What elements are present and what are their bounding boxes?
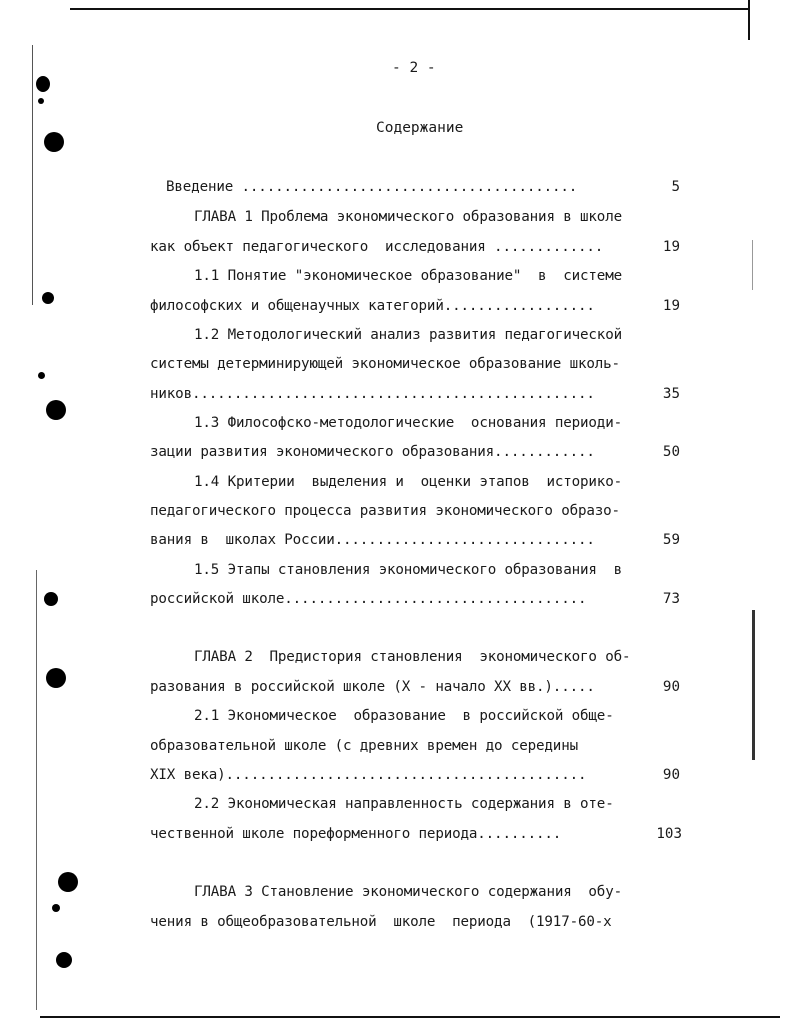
punch-hole <box>56 952 72 968</box>
punch-hole <box>46 400 66 420</box>
right-scan-edge <box>748 0 750 40</box>
left-scan-edge-lower <box>36 570 37 1010</box>
toc-line: 1.3 Философско-методологические основания периоди- <box>194 415 622 431</box>
toc-page: 90 <box>662 767 680 783</box>
toc-page: 5 <box>671 179 680 195</box>
toc-line: российской школе.................................... <box>150 591 587 607</box>
toc-page: 90 <box>662 679 680 695</box>
toc-line: педагогического процесса развития экономического образо- <box>150 503 620 519</box>
punch-hole <box>42 292 54 304</box>
punch-hole <box>44 132 64 152</box>
toc-line: системы детерминирующей экономическое образование школь- <box>150 356 620 372</box>
toc-line: Введение ........................................ <box>166 179 578 195</box>
toc-line: 1.2 Методологический анализ развития педагогической <box>194 327 622 343</box>
toc-line: разования в российской школе (X - начало XX вв.)..... <box>150 679 595 695</box>
toc-line: XIX века)........................................... <box>150 767 587 783</box>
top-scan-edge <box>70 8 750 10</box>
toc-page: 35 <box>662 386 680 402</box>
toc-line: ников................................................ <box>150 386 595 402</box>
punch-hole <box>58 872 78 892</box>
toc-line: 1.4 Критерии выделения и оценки этапов историко- <box>194 474 622 490</box>
right-margin-mark <box>752 610 755 760</box>
toc-line: ГЛАВА 1 Проблема экономического образования в школе <box>194 209 622 225</box>
punch-hole <box>46 668 66 688</box>
toc-line: чественной школе пореформенного периода.......... <box>150 826 562 842</box>
toc-page: 19 <box>662 239 680 255</box>
toc-line: ГЛАВА 3 Становление экономического содержания обу- <box>194 884 622 900</box>
toc-line: 2.1 Экономическое образование в российской обще- <box>194 708 614 724</box>
page-title: Содержание <box>376 120 464 136</box>
toc-line: 1.1 Понятие "экономическое образование" в системе <box>194 268 622 284</box>
page-number: - 2 - <box>392 60 436 76</box>
toc-line: чения в общеобразовательной школе периода (1917-60-х <box>150 914 612 930</box>
toc-page: 19 <box>662 298 680 314</box>
toc-line: философских и общенаучных категорий.................. <box>150 298 595 314</box>
toc-page: 103 <box>656 826 682 842</box>
toc-page: 73 <box>662 591 680 607</box>
punch-hole <box>38 98 44 104</box>
punch-hole <box>52 904 60 912</box>
punch-hole <box>36 76 50 92</box>
toc-line: ГЛАВА 2 Предистория становления экономического об- <box>194 649 631 665</box>
toc-line: вания в школах России............................... <box>150 532 595 548</box>
toc-line: образовательной школе (с древних времен до середины <box>150 738 578 754</box>
toc-page: 50 <box>662 444 680 460</box>
punch-hole <box>44 592 58 606</box>
toc-line: 1.5 Этапы становления экономического образования в <box>194 562 622 578</box>
toc-page: 59 <box>662 532 680 548</box>
left-scan-edge <box>32 45 33 305</box>
toc-line: 2.2 Экономическая направленность содержания в оте- <box>194 796 614 812</box>
punch-hole <box>38 372 45 379</box>
toc-line: как объект педагогического исследования ............. <box>150 239 604 255</box>
right-margin-mark-2 <box>752 240 753 290</box>
bottom-scan-edge <box>40 1016 780 1018</box>
toc-line: зации развития экономического образования............ <box>150 444 595 460</box>
